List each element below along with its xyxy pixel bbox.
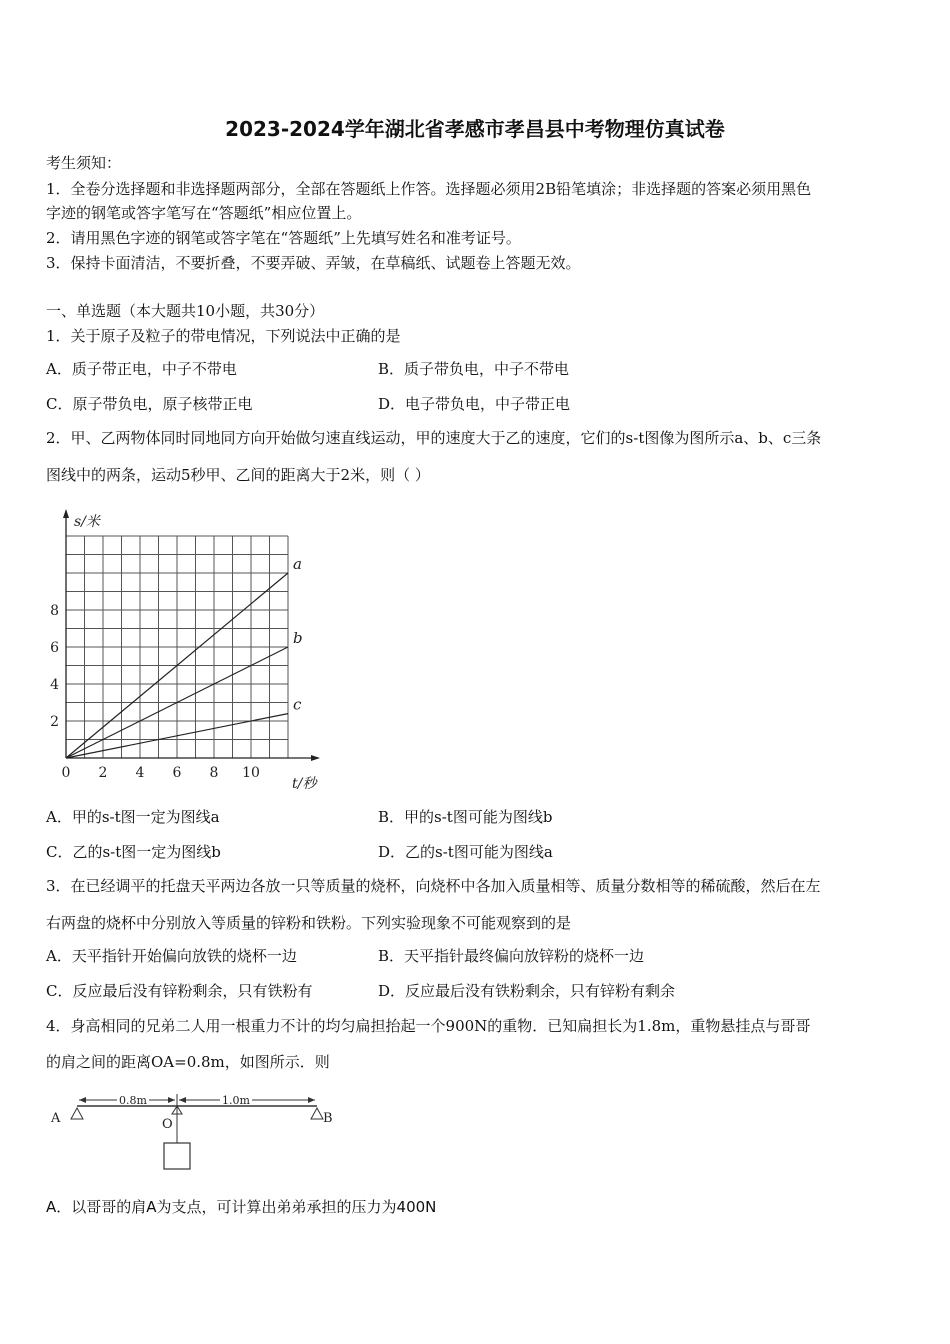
series-label-b: b bbox=[293, 629, 303, 647]
label-o: O bbox=[162, 1117, 173, 1132]
label-b: B bbox=[323, 1111, 333, 1126]
q3-stem-2: 右两盘的烧杯中分别放入等质量的锌粉和铁粉。下列实验现象不可能观察到的是 bbox=[46, 914, 572, 932]
notice-item-1: 1．全卷分选择题和非选择题两部分，全部在答题纸上作答。选择题必须用2B铅笔填涂；非选择题的答案必须用黑色 bbox=[46, 180, 812, 198]
x-tick-label: 4 bbox=[135, 765, 145, 781]
q4-option-a: A．以哥哥的肩A为支点，可计算出弟弟承担的压力为400N bbox=[46, 1198, 437, 1216]
q2-option-b: B．甲的s-t图可能为图线b bbox=[378, 808, 553, 826]
q1-option-a: A．质子带正电，中子不带电 bbox=[46, 360, 237, 378]
notice-heading: 考生须知： bbox=[46, 154, 122, 172]
q4-stem-1: 4．身高相同的兄弟二人用一根重力不计的均匀扁担抬起一个900N的重物．已知扁担长为1.8m，重物悬挂点与哥哥 bbox=[46, 1017, 811, 1035]
y-axis-arrow bbox=[63, 509, 69, 518]
y-tick-label: 4 bbox=[50, 677, 59, 693]
q3-option-d: D．反应最后没有铁粉剩余，只有锌粉有剩余 bbox=[378, 982, 676, 1000]
label-a: A bbox=[51, 1111, 61, 1126]
q2-option-a: A．甲的s-t图一定为图线a bbox=[46, 808, 220, 826]
q3-option-c: C．反应最后没有锌粉剩余，只有铁粉有 bbox=[46, 982, 313, 1000]
q1-option-b: B．质子带负电，中子不带电 bbox=[378, 360, 570, 378]
x-tick-label: 2 bbox=[98, 765, 108, 781]
y-tick-label: 6 bbox=[50, 640, 59, 656]
page-title: 2023-2024学年湖北省孝感市孝昌县中考物理仿真试卷 bbox=[225, 117, 725, 141]
series-label-a: a bbox=[293, 555, 302, 573]
support-a-icon bbox=[71, 1108, 83, 1119]
q1-stem: 1．关于原子及粒子的带电情况，下列说法中正确的是 bbox=[46, 327, 401, 345]
q4-stem-2: 的肩之间的距离OA=0.8m，如图所示．则 bbox=[46, 1053, 330, 1071]
lever-diagram bbox=[40, 1088, 350, 1178]
notice-item-3: 3．保持卡面清洁，不要折叠，不要弄破、弄皱，在草稿纸、试题卷上答题无效。 bbox=[46, 254, 581, 272]
series-label-c: c bbox=[293, 695, 302, 714]
notice-item-1-cont: 字迹的钢笔或答字笔写在“答题纸”相应位置上。 bbox=[46, 204, 362, 222]
x-tick-label: 8 bbox=[209, 765, 219, 781]
x-tick-label: 6 bbox=[172, 765, 182, 781]
support-b-icon bbox=[311, 1108, 323, 1119]
x-tick-label: 0 bbox=[61, 765, 71, 781]
q1-option-c: C．原子带负电，原子核带正电 bbox=[46, 395, 253, 413]
section-heading: 一、单选题（本大题共10小题，共30分） bbox=[46, 302, 325, 320]
q3-option-b: B．天平指针最终偏向放锌粉的烧杯一边 bbox=[378, 947, 645, 965]
x-tick-label: 10 bbox=[242, 765, 260, 781]
y-axis-label: s/米 bbox=[74, 514, 100, 530]
y-tick-label: 2 bbox=[50, 714, 59, 730]
dim-left-label: 0.8m bbox=[119, 1094, 147, 1107]
weight-block bbox=[164, 1143, 190, 1169]
q1-option-d: D．电子带负电，中子带正电 bbox=[378, 395, 571, 413]
q2-option-c: C．乙的s-t图一定为图线b bbox=[46, 843, 221, 861]
q3-option-a: A．天平指针开始偏向放铁的烧杯一边 bbox=[46, 947, 297, 965]
dim-right-label: 1.0m bbox=[222, 1094, 250, 1107]
notice-item-2: 2．请用黑色字迹的钢笔或答字笔在“答题纸”上先填写姓名和准考证号。 bbox=[46, 229, 521, 247]
st-graph bbox=[40, 505, 340, 795]
q2-stem-2: 图线中的两条，运动5秒甲、乙间的距离大于2米，则（ ） bbox=[46, 466, 430, 484]
q3-stem-1: 3．在已经调平的托盘天平两边各放一只等质量的烧杯，向烧杯中各加入质量相等、质量分数相等的稀硫酸，然后在左 bbox=[46, 877, 821, 895]
x-axis-label: t/秒 bbox=[292, 776, 317, 792]
q2-stem-1: 2．甲、乙两物体同时同地同方向开始做匀速直线运动，甲的速度大于乙的速度，它们的s-t图像为图所示a、b、c三条 bbox=[46, 429, 822, 447]
q2-option-d: D．乙的s-t图可能为图线a bbox=[378, 843, 553, 861]
y-tick-label: 8 bbox=[50, 603, 59, 619]
x-axis-arrow bbox=[311, 755, 320, 761]
